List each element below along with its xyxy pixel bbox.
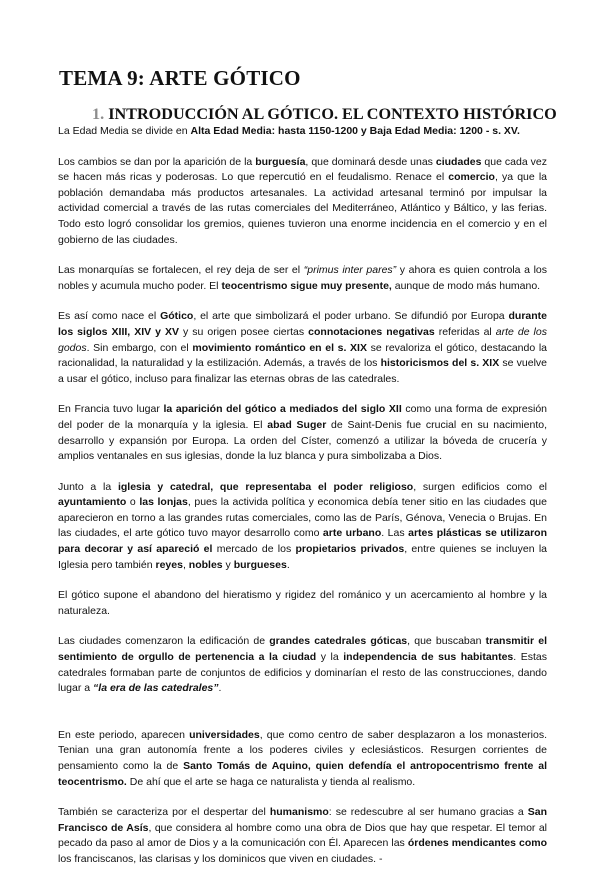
text-run: , entre quienes se incluyen la Iglesia pero también bbox=[58, 543, 547, 571]
bold-text: órdenes mendicantes como bbox=[407, 837, 547, 850]
bold-text: iglesia y catedral, que representaba el poder religioso bbox=[117, 480, 414, 493]
bold-text: humanismo bbox=[269, 806, 329, 819]
bold-text: durante los siglos XIII, XIV y XV bbox=[58, 310, 548, 338]
bold-text: nobles bbox=[188, 558, 223, 571]
bold-text: “la era de las catedrales” bbox=[93, 682, 219, 695]
italic-text: “primus inter pares” bbox=[303, 264, 397, 277]
text-run: , que buscaban bbox=[407, 635, 486, 648]
text-run: De ahí que el arte se haga ce naturalista y tienda al realismo. bbox=[126, 775, 416, 788]
text-run: Las monarquías se fortalecen, el rey deja de ser el bbox=[58, 264, 304, 277]
section-number: 1. bbox=[92, 105, 105, 123]
bold-text: ayuntamiento bbox=[58, 496, 127, 509]
bold-text: historicismos del s. XIX bbox=[380, 357, 500, 370]
text-run: , bbox=[182, 558, 189, 571]
text-run: La Edad Media se divide en bbox=[58, 125, 191, 137]
text-run: , ya que la población demandaba más productos artesanales. La actividad artesanal terminó por impulsar la actividad comercial a través de las rutas comerciales del Mediterráneo, Atlántico y Báltico, y las ferias. Todo esto logró consolidar los gremios, quienes tuvieron una enorme incidencia en el comercio y en el gobierno de las ciudades. bbox=[58, 171, 548, 246]
bold-text: Gótico bbox=[160, 310, 194, 323]
bold-text: teocentrismo sigue muy presente, bbox=[221, 279, 392, 292]
text-run: , que dominará desde unas bbox=[305, 155, 436, 168]
text-run: y ahora es quien controla a los nobles y acumula mucho poder. El bbox=[58, 264, 547, 292]
bold-text: Santo Tomás de Aquino, quien defendía el antropocentrismo frente al teocentrismo. bbox=[58, 760, 547, 788]
document-title: TEMA 9: ARTE GÓTICO bbox=[59, 66, 301, 90]
text-run: . Sin embargo, con el bbox=[86, 341, 193, 354]
bold-text: reyes bbox=[155, 558, 183, 571]
paragraph bbox=[58, 728, 547, 790]
text-run: se vuelve a usar el gótico, incluso para finalizar las eternas obras de las catedrales. bbox=[58, 357, 547, 385]
paragraph bbox=[58, 124, 547, 140]
text-run: se revaloriza el gótico, destacando la racionalidad, la naturalidad y la estilización. Además, a través de los bbox=[58, 341, 548, 370]
text-run: , que considera al hombre como una obra de Dios que hay que respetar. El temor al pecado da paso al amor de Dios y a la comunicación con Él. Aparecen las bbox=[58, 821, 547, 850]
text-run: los franciscanos, las clarisas y los dominicos que viven en ciudades. - bbox=[58, 852, 383, 865]
document-body bbox=[58, 124, 547, 883]
text-run: y bbox=[222, 558, 234, 571]
paragraph bbox=[58, 263, 547, 294]
text-run: . Estas catedrales formaban parte de conjuntos de edificios y dominarían el resto de las construcciones, dando lugar a bbox=[58, 651, 547, 695]
bold-text: artes plásticas se utilizaron para decorar y así apareció el bbox=[58, 527, 547, 556]
bold-text: propietarios privados bbox=[295, 543, 405, 556]
paragraph bbox=[58, 402, 547, 464]
bold-text: burgueses bbox=[233, 558, 287, 571]
text-run: o bbox=[126, 496, 140, 509]
text-run: como una forma de expresión del poder de la monarquía y la iglesia. El bbox=[58, 403, 548, 431]
bold-text: arte urbano bbox=[322, 527, 382, 540]
text-run: , surgen edificios como el bbox=[413, 480, 547, 493]
text-run: También se caracteriza por el despertar del bbox=[58, 806, 270, 819]
text-run: Los cambios se dan por la aparición de la bbox=[58, 155, 256, 168]
text-run: Junto a la bbox=[58, 480, 118, 493]
text-run: y la bbox=[316, 651, 344, 664]
bold-text: ciudades bbox=[435, 155, 482, 168]
text-run: que cada vez se hacen más ricas y poderosas. Lo que repercutió en el feudalismo. Renace el bbox=[58, 155, 547, 184]
text-run: mercado de los bbox=[212, 543, 296, 556]
bold-text: burguesía bbox=[255, 155, 306, 168]
text-run: referidas al bbox=[434, 325, 496, 338]
paragraph bbox=[58, 309, 547, 387]
section-title: INTRODUCCIÓN AL GÓTICO. EL CONTEXTO HISTÓRICO bbox=[108, 105, 557, 123]
text-run: , que como centro de saber desplazaron a los monasterios. Tenian una gran autonomía frente a los poderes civiles y eclesiásticos. Resurgen corrientes de pensamiento como la de bbox=[58, 728, 547, 772]
italic-text: arte de los godos bbox=[58, 325, 547, 354]
bold-text: abad Suger bbox=[267, 418, 327, 431]
text-run: En Francia tuvo lugar bbox=[58, 403, 164, 416]
text-run: . Las bbox=[381, 527, 409, 540]
text-run: Las ciudades comenzaron la edificación de bbox=[58, 635, 270, 648]
paragraph bbox=[58, 155, 547, 249]
bold-text: comercio bbox=[448, 171, 495, 184]
bold-text: transmitir el sentimiento de orgullo de pertenencia a la ciudad bbox=[58, 635, 547, 664]
bold-text: universidades bbox=[189, 728, 260, 741]
bold-text: independencia de sus habitantes bbox=[343, 651, 514, 664]
bold-text: la aparición del gótico a mediados del siglo XII bbox=[163, 403, 402, 416]
bold-text: movimiento romántico en el s. XIX bbox=[192, 341, 367, 354]
text-run: . bbox=[218, 682, 222, 695]
bold-text: las lonjas bbox=[139, 496, 188, 509]
text-run: El gótico supone el abandono del hieratismo y rigidez del románico y un acercamiento al hombre y la naturaleza. bbox=[58, 589, 547, 617]
bold-text: San Francisco de Asís bbox=[58, 806, 547, 834]
text-run: Es así como nace el bbox=[58, 310, 161, 323]
text-run: , el arte que simbolizará el poder urbano. Se difundió por Europa bbox=[193, 310, 509, 323]
text-run: : se redescubre al ser humano gracias a bbox=[328, 806, 528, 819]
bold-text: grandes catedrales góticas bbox=[269, 635, 408, 648]
paragraph bbox=[58, 588, 547, 619]
paragraph bbox=[58, 634, 547, 696]
paragraph bbox=[58, 805, 547, 867]
text-run: aunque de modo más humano. bbox=[391, 279, 541, 292]
bold-text: connotaciones negativas bbox=[308, 325, 435, 338]
bold-text: Alta Edad Media: hasta 1150-1200 y Baja Edad Media: 1200 - s. XV. bbox=[190, 125, 520, 137]
text-run: . bbox=[286, 558, 290, 571]
text-run: En este periodo, aparecen bbox=[58, 728, 190, 741]
text-run: , pues la activida política y economica debía tener sitio en las ciudades que aparecieron en torno a las grandes rutas comerciales, como las de París, Génova, Venecia o Brujas. En las ciudades, el arte gótico tuvo mayor desarrollo como bbox=[58, 496, 547, 540]
paragraph bbox=[58, 480, 547, 574]
text-run: de Saint-Denis fue crucial en su nacimiento, desarrollo y expansión por Europa. La orden del Císter, comenzó a utilizar la bóveda de crucería y amplios ventanales en sus iglesias, donde la luz blanca y pura simbolizaba a Dios. bbox=[58, 418, 547, 463]
section-heading bbox=[92, 105, 557, 124]
text-run: y su origen posee ciertas bbox=[179, 325, 309, 338]
